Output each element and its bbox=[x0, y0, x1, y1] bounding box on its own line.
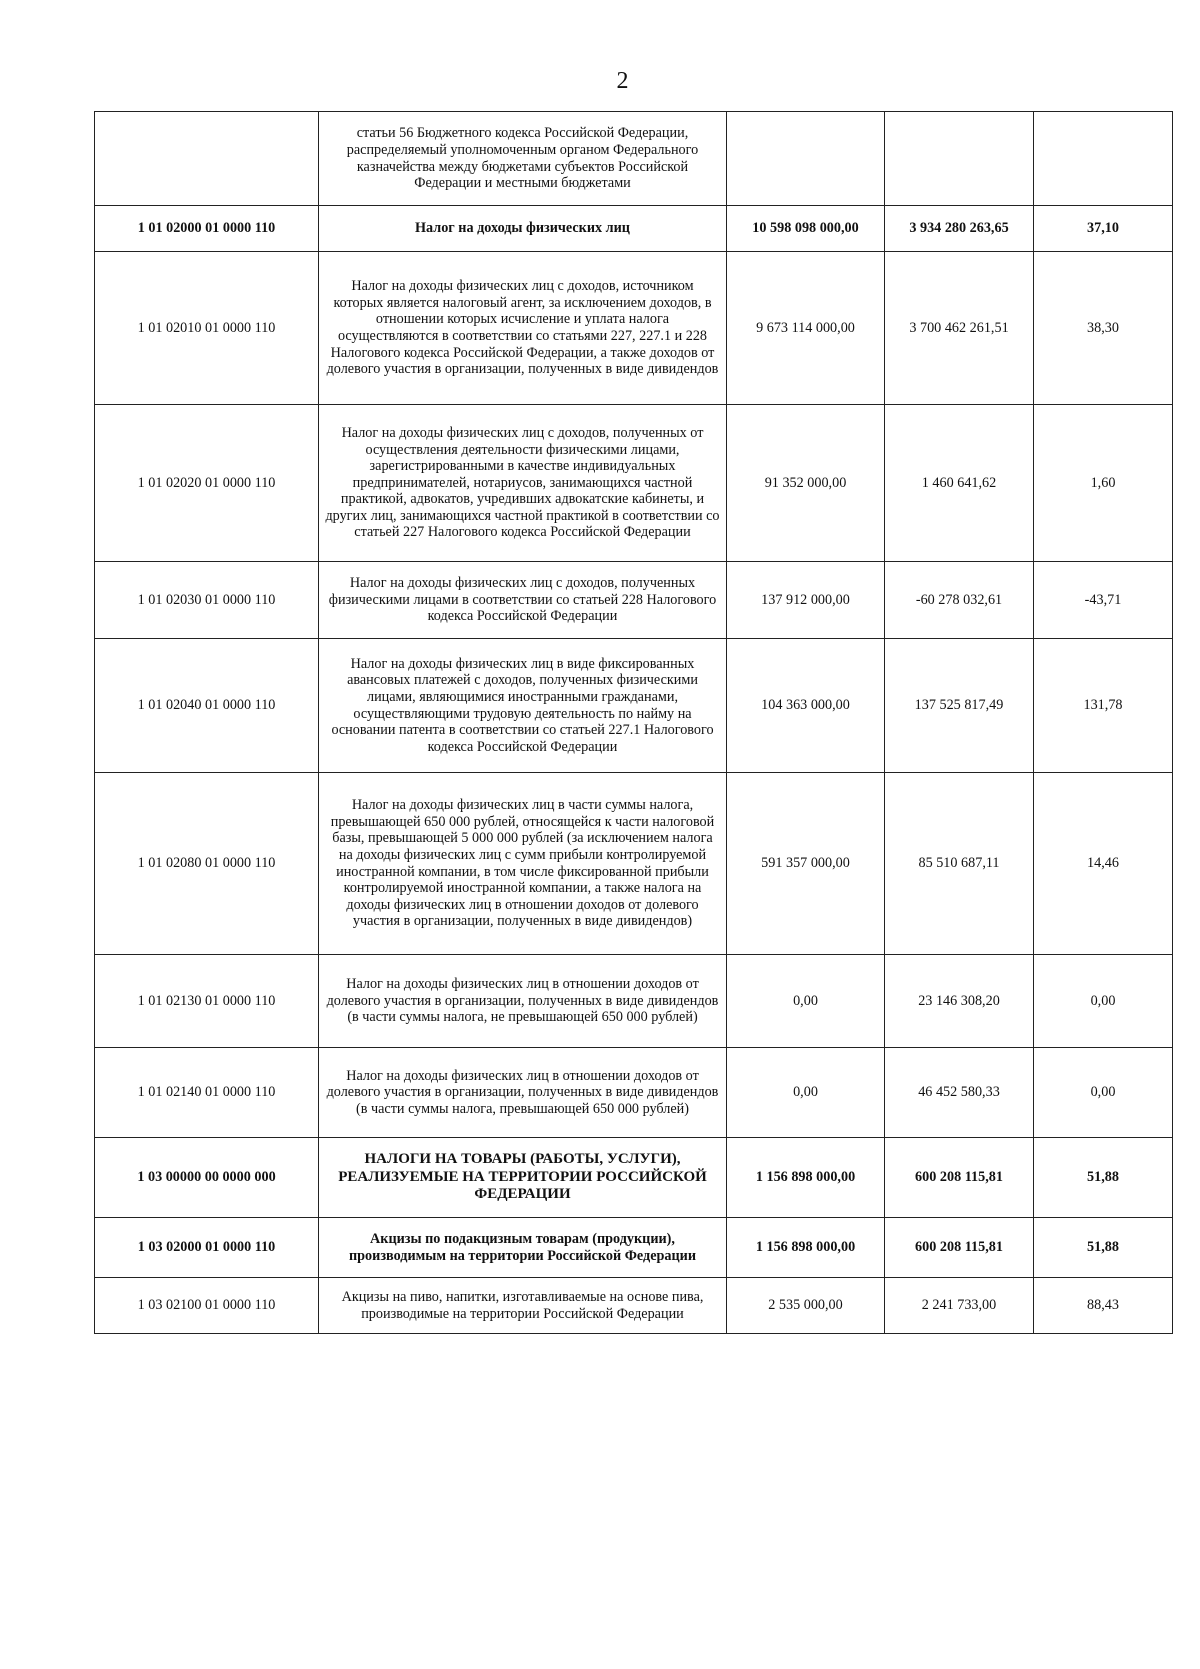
table-row bbox=[95, 1138, 1173, 1218]
plan-amount-cell: 137 912 000,00 bbox=[727, 562, 885, 639]
percent-cell: -43,71 bbox=[1034, 562, 1173, 639]
percent-cell: 0,00 bbox=[1034, 1048, 1173, 1138]
plan-amount-cell: 10 598 098 000,00 bbox=[727, 206, 885, 252]
budget-code-cell bbox=[95, 112, 319, 206]
actual-amount-cell: 2 241 733,00 bbox=[885, 1278, 1034, 1334]
budget-code-cell: 1 01 02030 01 0000 110 bbox=[95, 562, 319, 639]
revenue-name-cell: Налог на доходы физических лиц в отношении доходов от долевого участия в организации, полученных в виде дивидендов (в части суммы налога, не превышающей 650 000 рублей) bbox=[319, 955, 727, 1048]
percent-cell bbox=[1034, 112, 1173, 206]
revenue-name-cell: Налог на доходы физических лиц с доходов, источником которых является налоговый агент, за исключением доходов, в отношении которых исчисление и уплата налога осуществляются в соответствии со статьями 227, 227.1 и 228 Налогового кодекса Российской Федерации, а также доходов от долевого участия в организации, полученных в виде дивидендов bbox=[319, 252, 727, 405]
table-row bbox=[95, 773, 1173, 955]
budget-code-cell: 1 03 00000 00 0000 000 bbox=[95, 1138, 319, 1218]
budget-code-cell: 1 01 02040 01 0000 110 bbox=[95, 639, 319, 773]
table-row bbox=[95, 639, 1173, 773]
plan-amount-cell: 1 156 898 000,00 bbox=[727, 1138, 885, 1218]
actual-amount-cell: 3 700 462 261,51 bbox=[885, 252, 1034, 405]
plan-amount-cell: 1 156 898 000,00 bbox=[727, 1218, 885, 1278]
table-row bbox=[95, 1218, 1173, 1278]
percent-cell: 51,88 bbox=[1034, 1218, 1173, 1278]
revenue-name-cell: статьи 56 Бюджетного кодекса Российской Федерации, распределяемый уполномоченным органом Федерального казначейства между бюджетами субъектов Российской Федерации и местными бюджетами bbox=[319, 112, 727, 206]
table-row bbox=[95, 562, 1173, 639]
page-number: 2 bbox=[616, 68, 629, 94]
actual-amount-cell: 46 452 580,33 bbox=[885, 1048, 1034, 1138]
budget-code-cell: 1 03 02000 01 0000 110 bbox=[95, 1218, 319, 1278]
actual-amount-cell: 1 460 641,62 bbox=[885, 405, 1034, 562]
table-row bbox=[95, 955, 1173, 1048]
budget-code-cell: 1 03 02100 01 0000 110 bbox=[95, 1278, 319, 1334]
plan-amount-cell: 9 673 114 000,00 bbox=[727, 252, 885, 405]
budget-code-cell: 1 01 02010 01 0000 110 bbox=[95, 252, 319, 405]
plan-amount-cell: 104 363 000,00 bbox=[727, 639, 885, 773]
budget-code-cell: 1 01 02020 01 0000 110 bbox=[95, 405, 319, 562]
plan-amount-cell: 2 535 000,00 bbox=[727, 1278, 885, 1334]
revenue-name-cell: Налог на доходы физических лиц в части суммы налога, превышающей 650 000 рублей, относящейся к части налоговой базы, превышающей 5 000 000 рублей (за исключением налога на доходы физических лиц с сумм прибыли контролируемой иностранной компании, в том числе фиксированной прибыли контролируемой иностранной компании, а также налога на доходы физических лиц в отношении доходов от долевого участия в организации, полученных в виде дивидендов) bbox=[319, 773, 727, 955]
revenue-name-cell: Налог на доходы физических лиц с доходов, полученных от осуществления деятельности физическими лицами, зарегистрированными в качестве индивидуальных предпринимателей, нотариусов, занимающихся частной практикой, адвокатов, учредивших адвокатские кабинеты, и других лиц, занимающихся частной практикой в соответствии со статьей 227 Налогового кодекса Российской Федерации bbox=[319, 405, 727, 562]
revenue-table bbox=[94, 111, 1173, 1334]
percent-cell: 0,00 bbox=[1034, 955, 1173, 1048]
table-row bbox=[95, 405, 1173, 562]
percent-cell: 88,43 bbox=[1034, 1278, 1173, 1334]
actual-amount-cell: 3 934 280 263,65 bbox=[885, 206, 1034, 252]
plan-amount-cell: 0,00 bbox=[727, 1048, 885, 1138]
budget-code-cell: 1 01 02140 01 0000 110 bbox=[95, 1048, 319, 1138]
percent-cell: 37,10 bbox=[1034, 206, 1173, 252]
revenue-table-body bbox=[95, 112, 1173, 1334]
table-row bbox=[95, 112, 1173, 206]
percent-cell: 131,78 bbox=[1034, 639, 1173, 773]
actual-amount-cell bbox=[885, 112, 1034, 206]
revenue-name-cell: Налог на доходы физических лиц с доходов, полученных физическими лицами в соответствии со статьей 228 Налогового кодекса Российской Федерации bbox=[319, 562, 727, 639]
revenue-name-cell: Налог на доходы физических лиц bbox=[319, 206, 727, 252]
table-row bbox=[95, 206, 1173, 252]
revenue-name-cell: Акцизы на пиво, напитки, изготавливаемые на основе пива, производимые на территории Российской Федерации bbox=[319, 1278, 727, 1334]
plan-amount-cell: 591 357 000,00 bbox=[727, 773, 885, 955]
revenue-name-cell: Налог на доходы физических лиц в отношении доходов от долевого участия в организации, полученных в виде дивидендов (в части суммы налога, превышающей 650 000 рублей) bbox=[319, 1048, 727, 1138]
actual-amount-cell: 137 525 817,49 bbox=[885, 639, 1034, 773]
actual-amount-cell: 600 208 115,81 bbox=[885, 1138, 1034, 1218]
percent-cell: 51,88 bbox=[1034, 1138, 1173, 1218]
revenue-name-cell: Акцизы по подакцизным товарам (продукции), производимым на территории Российской Федерации bbox=[319, 1218, 727, 1278]
revenue-name-cell: Налог на доходы физических лиц в виде фиксированных авансовых платежей с доходов, полученных физическими лицами, являющимися иностранными гражданами, осуществляющими трудовую деятельность по найму на основании патента в соответствии со статьей 227.1 Налогового кодекса Российской Федерации bbox=[319, 639, 727, 773]
percent-cell: 14,46 bbox=[1034, 773, 1173, 955]
budget-code-cell: 1 01 02130 01 0000 110 bbox=[95, 955, 319, 1048]
actual-amount-cell: 600 208 115,81 bbox=[885, 1218, 1034, 1278]
actual-amount-cell: 23 146 308,20 bbox=[885, 955, 1034, 1048]
plan-amount-cell: 0,00 bbox=[727, 955, 885, 1048]
actual-amount-cell: 85 510 687,11 bbox=[885, 773, 1034, 955]
table-row bbox=[95, 1048, 1173, 1138]
table-row bbox=[95, 252, 1173, 405]
percent-cell: 1,60 bbox=[1034, 405, 1173, 562]
percent-cell: 38,30 bbox=[1034, 252, 1173, 405]
revenue-name-cell: НАЛОГИ НА ТОВАРЫ (РАБОТЫ, УСЛУГИ), РЕАЛИЗУЕМЫЕ НА ТЕРРИТОРИИ РОССИЙСКОЙ ФЕДЕРАЦИИ bbox=[319, 1138, 727, 1218]
table-row bbox=[95, 1278, 1173, 1334]
plan-amount-cell bbox=[727, 112, 885, 206]
plan-amount-cell: 91 352 000,00 bbox=[727, 405, 885, 562]
budget-code-cell: 1 01 02000 01 0000 110 bbox=[95, 206, 319, 252]
actual-amount-cell: -60 278 032,61 bbox=[885, 562, 1034, 639]
budget-code-cell: 1 01 02080 01 0000 110 bbox=[95, 773, 319, 955]
